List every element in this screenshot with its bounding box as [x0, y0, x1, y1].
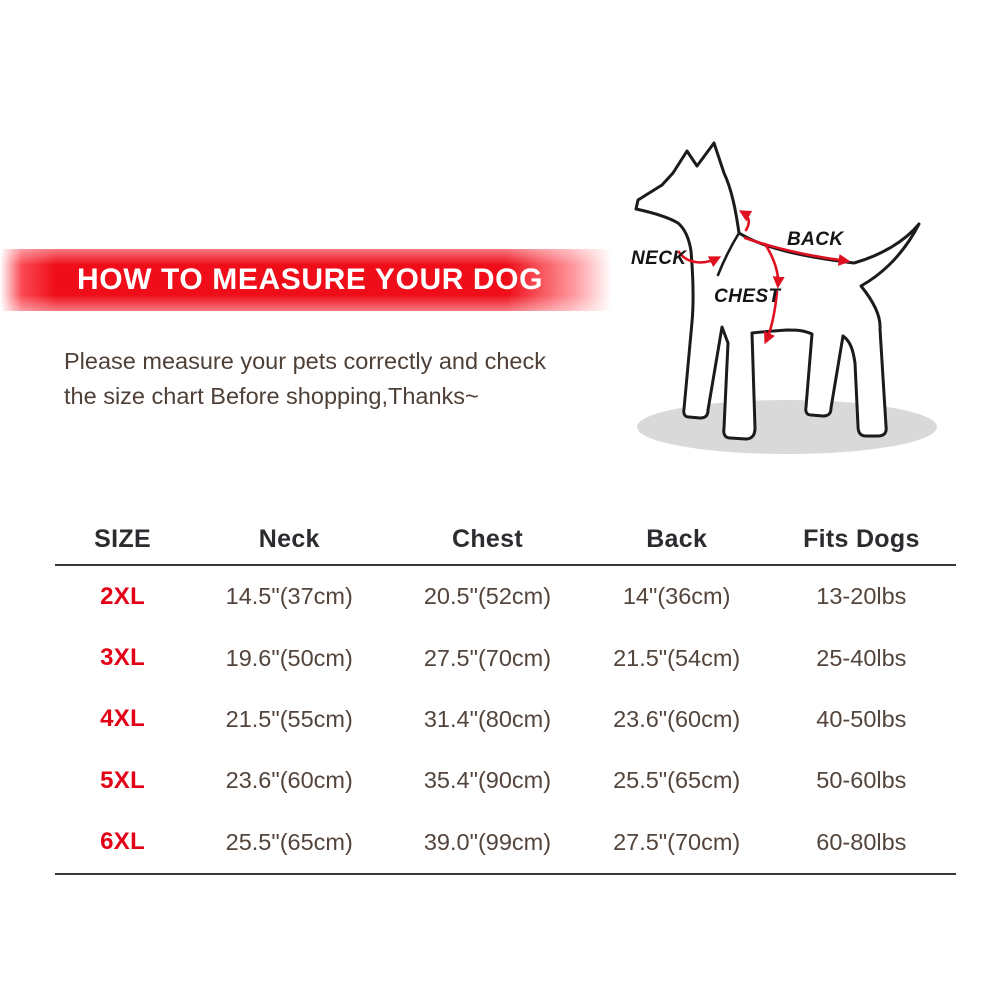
cell-size: 6XL	[100, 828, 146, 856]
cell-size: 3XL	[100, 644, 146, 672]
cell-back: 27.5"(70cm)	[613, 828, 741, 855]
cell-fits: 25-40lbs	[816, 644, 907, 671]
cell-size: 4XL	[100, 705, 146, 733]
cell-chest: 35.4"(90cm)	[423, 767, 552, 794]
col-header-size: SIZE	[94, 524, 151, 553]
dog-shadow	[637, 400, 937, 454]
cell-neck: 23.6"(60cm)	[225, 767, 353, 794]
intro-line-2: the size chart Before shopping,Thanks~	[64, 383, 479, 409]
intro-line-1: Please measure your pets correctly and check	[64, 348, 546, 374]
cell-fits: 50-60lbs	[816, 767, 907, 794]
intro-text	[64, 344, 546, 414]
title-banner	[0, 249, 618, 311]
page-title: HOW TO MEASURE YOUR DOG	[77, 263, 544, 296]
neck-label: NECK	[631, 248, 687, 269]
cell-neck: 14.5"(37cm)	[225, 583, 353, 610]
cell-back: 14"(36cm)	[622, 583, 731, 610]
table-header-row	[55, 514, 956, 566]
cell-fits: 40-50lbs	[816, 705, 907, 732]
col-header-fits: Fits Dogs	[803, 524, 920, 553]
col-header-chest: Chest	[451, 524, 523, 553]
cell-neck: 25.5"(65cm)	[225, 828, 353, 855]
table-row	[55, 689, 956, 750]
cell-size: 5XL	[100, 766, 146, 794]
size-chart-table	[55, 514, 956, 875]
table-row	[55, 812, 956, 873]
withers-up-arrow	[742, 212, 749, 230]
cell-neck: 21.5"(55cm)	[225, 705, 353, 732]
dog-measurement-diagram	[600, 130, 1000, 480]
back-label: BACK	[787, 229, 844, 250]
cell-fits: 13-20lbs	[816, 583, 907, 610]
table-row	[55, 627, 956, 688]
col-header-back: Back	[646, 524, 708, 553]
cell-chest: 39.0"(99cm)	[423, 828, 552, 855]
chest-label: CHEST	[714, 286, 781, 307]
col-header-neck: Neck	[258, 524, 320, 553]
table-body	[55, 566, 956, 875]
cell-neck: 19.6"(50cm)	[225, 644, 353, 671]
cell-back: 23.6"(60cm)	[613, 705, 741, 732]
table-row	[55, 566, 956, 627]
cell-chest: 31.4"(80cm)	[423, 705, 552, 732]
table-row	[55, 750, 956, 811]
cell-size: 2XL	[100, 582, 146, 610]
cell-chest: 27.5"(70cm)	[423, 644, 552, 671]
cell-fits: 60-80lbs	[816, 828, 907, 855]
cell-back: 25.5"(65cm)	[613, 767, 741, 794]
cell-back: 21.5"(54cm)	[613, 644, 741, 671]
cell-chest: 20.5"(52cm)	[423, 583, 552, 610]
